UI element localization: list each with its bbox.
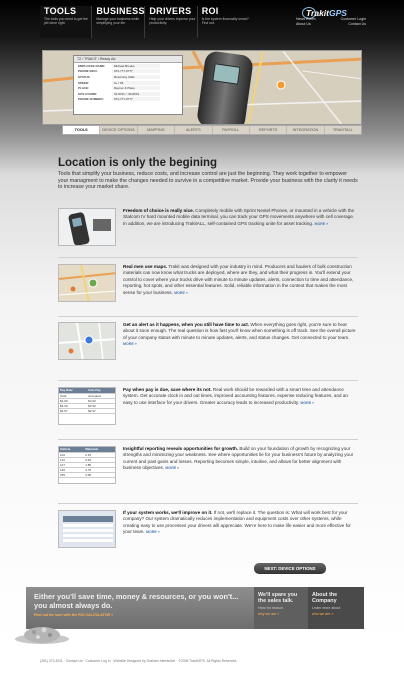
tab-payroll[interactable]: PAYROLL	[213, 126, 250, 134]
divider	[58, 257, 358, 258]
table-header: Pay Rate	[59, 388, 87, 393]
feature-devices	[58, 208, 358, 260]
page-title: Location is only the begining	[58, 157, 218, 169]
feature-heading: Get an alert as it happens, when you still have time to act.	[123, 322, 250, 327]
utility-links	[296, 17, 366, 26]
logo-main: Trakit	[306, 8, 329, 18]
map-thumbnail	[58, 264, 116, 302]
system-thumbnail	[58, 510, 116, 548]
main-nav	[40, 6, 250, 38]
more-link[interactable]: MORE »	[123, 342, 137, 347]
sales-promo-title: We'll spare you the sales talk.	[258, 592, 298, 605]
about-promo-link[interactable]: who we are »	[312, 611, 334, 616]
more-link[interactable]: MORE »	[145, 530, 160, 535]
link-about-us[interactable]: About Us	[296, 21, 311, 26]
report-table-thumbnail	[58, 446, 116, 484]
nav-item-business[interactable]	[92, 6, 145, 38]
feature-body: Build on your foundation of growth by recognizing your strengths and minimizing your weakness. See where opportunities lie for your business's future by analyzing your current and past gains and losses. Reporting becomes simple, intuitive, and allows for better alignment with business objectives.	[123, 446, 354, 471]
popup-key: PHONE NUMBER:	[78, 97, 104, 102]
hero-panel	[42, 50, 362, 125]
sales-promo-link[interactable]: why we are »	[258, 611, 280, 616]
more-link[interactable]: MORE »	[314, 221, 329, 226]
tab-tools[interactable]: TOOLS	[63, 126, 100, 134]
nav-desc: Is the system financially smart? Find out.	[201, 17, 249, 26]
feature-heading: Insightful reporting reveals opportunities for growth.	[123, 446, 239, 451]
table-cell: 1.85	[84, 462, 115, 467]
link-news-room[interactable]: News Room	[296, 17, 316, 21]
popup-value: Returning Calls	[112, 75, 160, 79]
feature-integration	[58, 510, 358, 562]
feature-body: Trakit was designed with your industry in mind. Producers and haulers of bulk construction materials can now know what trucks are deployed, where are they, and what their progress is. You'll extend your control to cover where your trucks drive with minute to minute updates, alerts, connection to time and attendance, reporting, hot spots, and other essential features. Solid, reliable information in the context that makes the most sense for your business.	[123, 264, 354, 295]
feature-text	[123, 387, 358, 406]
table-header: Calc Pay	[87, 388, 115, 393]
feature-text	[123, 264, 358, 296]
nav-title: TOOLS	[44, 6, 77, 16]
payroll-table-thumbnail	[58, 387, 116, 425]
table-subheader: Accepted	[87, 393, 115, 398]
alert-map-thumbnail	[58, 322, 116, 360]
table-subheader: Total	[59, 393, 87, 398]
gravel-pile-image	[14, 622, 70, 644]
feature-body: Completely mobile with Sprint Nextel Phones, or mounted in a vehicle with the Statcom IV hard mounted mobile data terminal, you can track your GPS movements anywhere with cell coverage. In addition, we are introducing TrakitALL, self-contained GPS tracking unite for asset tracking.	[123, 208, 355, 226]
phone-image	[196, 50, 254, 125]
table-cell: $3.30	[87, 403, 115, 408]
nav-item-roi[interactable]	[198, 6, 250, 38]
table-cell: $4.00	[59, 398, 87, 403]
feature-text	[123, 446, 358, 472]
table-cell: 3.40	[84, 457, 115, 462]
table-cell: 2.70	[84, 467, 115, 472]
table-cell: 2.15	[84, 452, 115, 457]
feature-heading: Freedom of choice is really nice.	[123, 208, 194, 213]
nav-item-tools[interactable]	[40, 6, 92, 38]
link-contact-us[interactable]: Contact Us	[348, 21, 366, 26]
table-cell: 3.05	[84, 472, 115, 477]
popup-key: STATUS:	[78, 74, 91, 79]
table-cell: $2.97	[59, 408, 87, 413]
popup-value: Michael Brooks	[112, 64, 160, 68]
popup-key: SPEED:	[78, 80, 90, 85]
nav-title: DRIVERS	[149, 6, 192, 16]
feature-alerts	[58, 322, 358, 374]
feature-reporting	[58, 446, 358, 498]
table-cell: 102	[59, 452, 84, 457]
divider	[58, 380, 358, 381]
phone-thumbnail	[58, 208, 116, 246]
link-customer-login[interactable]: Customer Login	[340, 17, 366, 21]
table-cell: $3.30	[59, 403, 87, 408]
logo-gps: GPS	[329, 8, 347, 18]
more-link[interactable]: MORE »	[165, 466, 180, 471]
feature-maps	[58, 264, 358, 316]
feature-text	[123, 510, 358, 536]
popup-row	[74, 97, 182, 103]
tab-reports[interactable]: REPORTS	[250, 126, 287, 134]
next-device-options-button[interactable]: NEXT: DEVICE OPTIONS	[254, 563, 326, 574]
roi-promo-title: Either you'll save time, money & resources, or you won't... you almost always do.	[34, 592, 239, 610]
popup-value: 972-777-0777	[112, 97, 160, 101]
tab-mapping[interactable]: MAPPING	[138, 126, 175, 134]
table-cell: 114	[59, 457, 84, 462]
more-link[interactable]: MORE »	[300, 400, 315, 405]
report-table	[59, 447, 115, 478]
popup-title: T2 / TRAKIT / Ready Ad	[74, 56, 182, 63]
vehicle-info-popup	[73, 55, 183, 115]
nav-desc: The tools you need to get the job done right.	[44, 17, 88, 26]
divider	[58, 316, 358, 317]
divider	[58, 439, 358, 440]
feature-heading: Pay when pay is due, save where its not.	[123, 387, 212, 392]
nav-desc: Manage your business while simplifying your life.	[96, 17, 140, 26]
about-promo-sub: Learn more about	[312, 606, 341, 611]
intro-text: Tools that simplify your business, reduce costs, and increase control are just the beginning. They work together to empower your managment to make the changes needed to survive in a competitive market. Provide your business with the clarity it needs to increase your market share.	[58, 171, 358, 191]
tab-trakitall[interactable]: TRAKITALL	[332, 128, 353, 132]
popup-value: 0+ / 35	[112, 81, 160, 85]
feature-heading: If your system works, we'll improve on it.	[123, 510, 213, 515]
feature-text	[123, 322, 358, 348]
sales-promo-sub: Hear for reason	[258, 606, 283, 611]
tab-alerts[interactable]: ALERTS	[175, 126, 212, 134]
popup-value: Rayner & Place	[112, 86, 160, 90]
nav-item-drivers[interactable]	[145, 6, 197, 38]
bottom-banner	[26, 587, 364, 629]
popup-key: PHONE INFO:	[78, 69, 98, 74]
payroll-table	[59, 388, 115, 414]
popup-value: 32.8721 / -96.8001	[112, 92, 160, 96]
feature-body: Real work should be rewarded with a smart time and attendance system. Get accurate clock in and out times, improved accounting features, expense reducing features, and an easy to use interface for your drivers. Greater accuracy leads to increased productivity.	[123, 387, 348, 405]
feature-payroll	[58, 387, 358, 439]
tab-integration[interactable]: INTEGRATION	[287, 126, 324, 134]
table-header: Vehicle	[59, 447, 84, 452]
nav-title: ROI	[201, 6, 219, 16]
phone-screen	[212, 63, 240, 84]
divider	[58, 503, 358, 504]
tab-device-options[interactable]: DEVICE OPTIONS	[100, 126, 137, 134]
popup-key: PLACE:	[78, 86, 90, 91]
about-promo-title: About the Company	[312, 592, 338, 605]
table-cell: 127	[59, 462, 84, 467]
nav-desc: Help your drivers improve your productivity.	[149, 17, 196, 26]
feature-body: If not, we'll replace it. The question is: What will work best for your company? Our system dramatically reduces implementation and equipment costs over other systems, while creating easy to use processes your drivers will appreciate. We're here to make life easier and more effective for your team.	[123, 510, 351, 535]
table-cell: 140	[59, 467, 84, 472]
table-cell: $4.00	[87, 398, 115, 403]
popup-key: EMPLOYEE NAME:	[78, 63, 106, 68]
footer: (281) 372-8111 · Contact Us · Customer Log In · Website Designed by Graham Interactive · ©2008 TrakitGPS. All Rights Reserved.	[40, 659, 238, 663]
feature-body: When everything goes right, you're sure to hear about it soon enough. The real question is how fast you'll know when something is off track. See the overall picture of your company status with minute to minute updates, alerts, and status changes. Get connected to your team.	[123, 322, 356, 340]
table-cell: 155	[59, 472, 84, 477]
sales-promo[interactable]	[254, 587, 308, 629]
roi-calculator-link[interactable]: Find out for sure with the ROI CALCULATOR »	[34, 613, 114, 618]
feature-heading: Real men use maps.	[123, 264, 168, 269]
popup-key: GPS COORD:	[78, 91, 98, 96]
table-cell: $2.97	[87, 408, 115, 413]
feature-text	[123, 208, 358, 227]
nav-title: BUSINESS	[96, 6, 145, 16]
about-promo[interactable]	[308, 587, 364, 629]
popup-value: 972-777-0777	[112, 69, 160, 73]
more-link[interactable]: MORE »	[174, 290, 188, 295]
table-header: Materials	[84, 447, 115, 452]
hero-tabs	[62, 125, 362, 135]
